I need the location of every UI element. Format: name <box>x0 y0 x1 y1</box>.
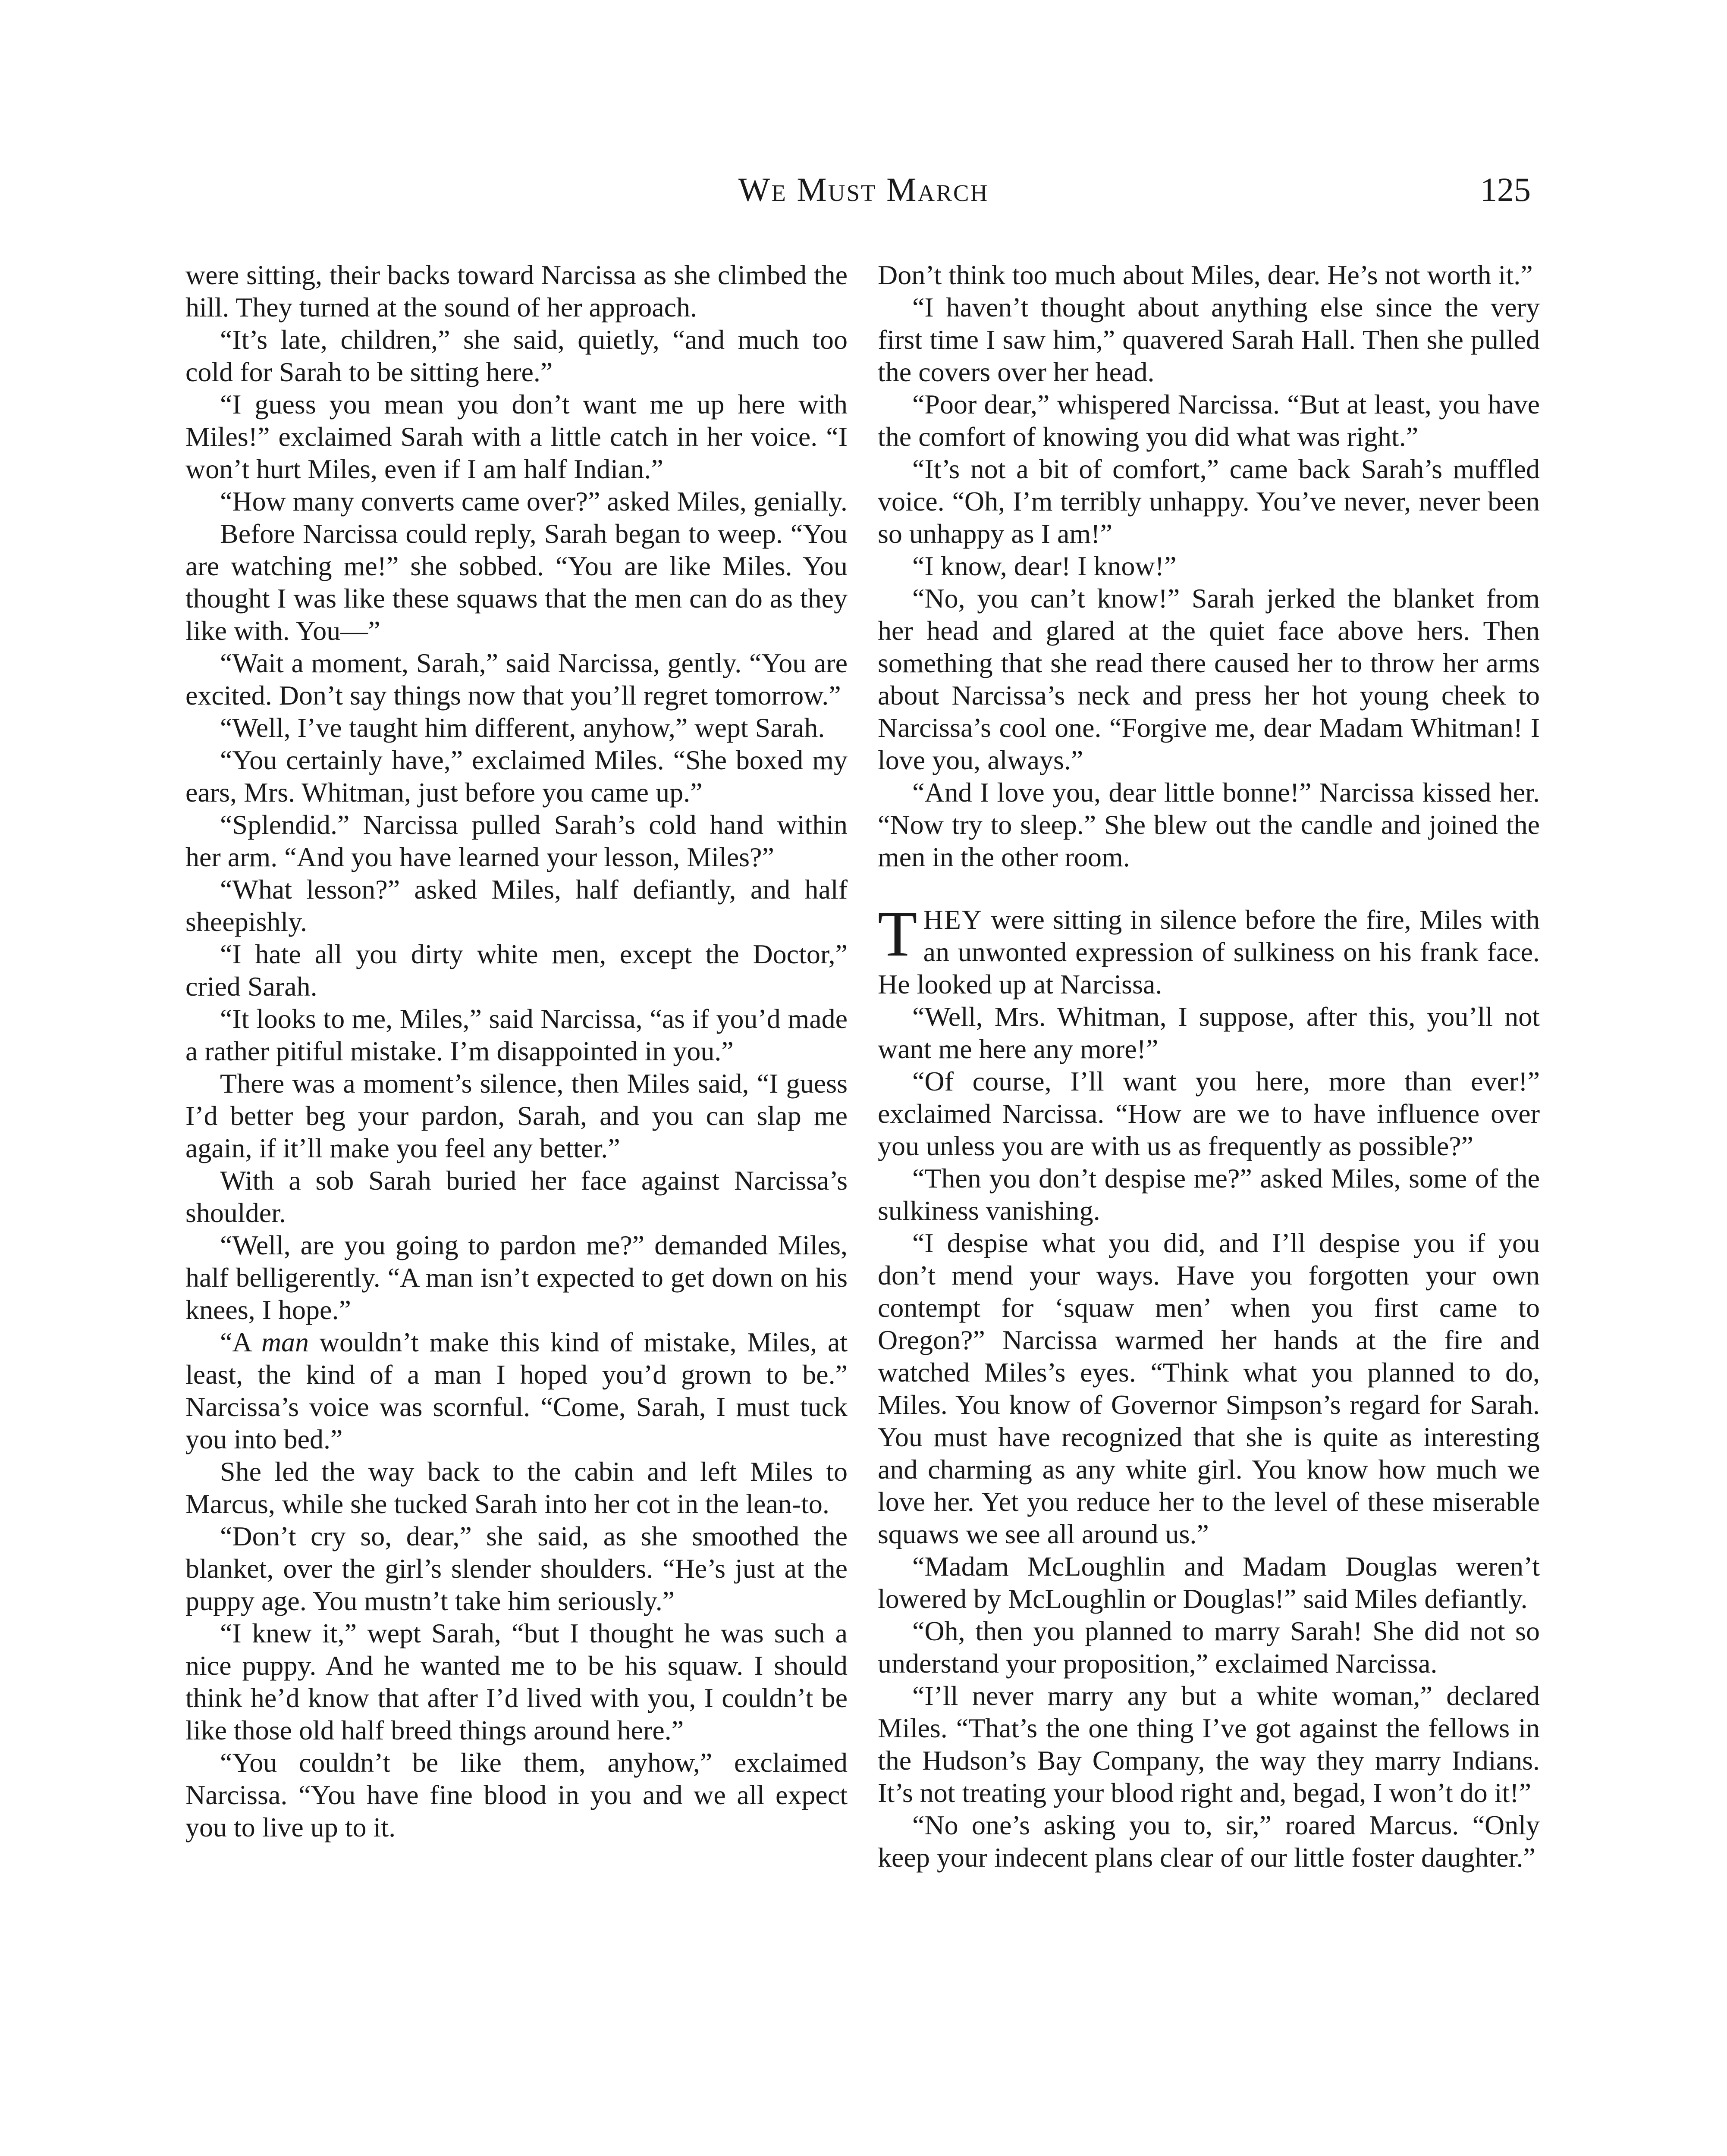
paragraph: “No, you can’t know!” Sarah jerked the blanket from her head and glared at the quiet face above hers. Then something that she read there caused her to throw her arms about Narcissa’s neck and press her hot young cheek to Narcissa’s cool one. “Forgive me, dear Madam Whitman! I love you, always.” <box>878 583 1540 775</box>
paragraph: “Well, Mrs. Whitman, I suppose, after this, you’ll not want me here any more!” <box>878 1001 1540 1064</box>
paragraph-emphasis <box>185 1326 848 1455</box>
paragraph: were sitting, their backs toward Narcissa as she climbed the hill. They turned at the sound of her approach. <box>185 260 848 323</box>
paragraph: “I guess you mean you don’t want me up here with Miles!” exclaimed Sarah with a little catch in her voice. “I won’t hurt Miles, even if I am half Indian.” <box>185 389 848 484</box>
paragraph: Don’t think too much about Miles, dear. He’s not worth it.” <box>878 260 1533 290</box>
paragraph: “What lesson?” asked Miles, half defiantly, and half sheepishly. <box>185 874 848 937</box>
paragraph: “And I love you, dear little bonne!” Narcissa kissed her. “Now try to sleep.” She blew out the candle and joined the men in the other room. <box>878 777 1540 872</box>
paragraph: “Then you don’t despise me?” asked Miles, some of the sulkiness vanishing. <box>878 1163 1540 1226</box>
paragraph: “I hate all you dirty white men, except the Doctor,” cried Sarah. <box>185 939 848 1002</box>
paragraph: Before Narcissa could reply, Sarah began to weep. “You are watching me!” she sobbed. “You are like Miles. You thought I was like these squaws that the men can do as they like with. You—” <box>185 518 848 646</box>
paragraph: “Of course, I’ll want you here, more than ever!” exclaimed Narcissa. “How are we to have influence over you unless you are with us as frequently as possible?” <box>878 1066 1540 1161</box>
paragraph: “I’ll never marry any but a white woman,” declared Miles. “That’s the one thing I’ve got against the fellows in the Hudson’s Bay Company, the way they marry Indians. It’s not treating your blood right and, begad, I won’t do it!” <box>878 1680 1540 1808</box>
paragraph: “I despise what you did, and I’ll despise you if you don’t mend your ways. Have you forgotten your own contempt for ‘squaw men’ when you first came to Oregon?” Narcissa warmed her hands at the fire and watched Miles’s eyes. “Think what you planned to do, Miles. You know of Governor Simpson’s regard for Sarah. You must have recognized that she is quite as interesting and charming as any white girl. You know how much we love her. Yet you reduce her to the level of these miserable squaws we see all around us.” <box>878 1228 1540 1549</box>
paragraph: With a sob Sarah buried her face against Narcissa’s shoulder. <box>185 1165 848 1228</box>
right-column <box>878 259 1540 1874</box>
paragraph: “Don’t cry so, dear,” she said, as she smoothed the blanket, over the girl’s slender shoulders. “He’s just at the puppy age. You mustn’t take him seriously.” <box>185 1521 848 1616</box>
paragraph: “Poor dear,” whispered Narcissa. “But at least, you have the comfort of knowing you did what was right.” <box>878 389 1540 452</box>
paragraph: “You certainly have,” exclaimed Miles. “She boxed my ears, Mrs. Whitman, just before you came up.” <box>185 745 848 808</box>
paragraph: “You couldn’t be like them, anyhow,” exclaimed Narcissa. “You have fine blood in you and we all expect you to live up to it. <box>185 1747 848 1843</box>
running-head: We Must March <box>738 171 989 208</box>
paragraph: “I know, dear! I know!” <box>912 551 1177 581</box>
page-header <box>0 170 1727 218</box>
paragraph: “It looks to me, Miles,” said Narcissa, “as if you’d made a rather pitiful mistake. I’m disappointed in you.” <box>185 1003 848 1066</box>
paragraph: “I knew it,” wept Sarah, “but I thought he was such a nice puppy. And he wanted me to be his squaw. I should think he’d know that after I’d lived with you, I couldn’t be like those old half breed things around here.” <box>185 1618 848 1745</box>
paragraph: She led the way back to the cabin and left Miles to Marcus, while she tucked Sarah into her cot in the lean-to. <box>185 1456 848 1519</box>
paragraph: “It’s not a bit of comfort,” came back Sarah’s muffled voice. “Oh, I’m terribly unhappy. You’ve never, never been so unhappy as I am!” <box>878 454 1540 549</box>
paragraph: “Well, are you going to pardon me?” demanded Miles, half belligerently. “A man isn’t expected to get down on his knees, I hope.” <box>185 1230 848 1325</box>
paragraph: “I haven’t thought about anything else since the very first time I saw him,” quavered Sarah Hall. Then she pulled the covers over her head. <box>878 292 1540 387</box>
paragraph: “Oh, then you planned to marry Sarah! She did not so understand your proposition,” exclaimed Narcissa. <box>878 1616 1540 1679</box>
paragraph: “How many converts came over?” asked Miles, genially. <box>220 486 848 517</box>
text-run: “A <box>220 1327 261 1357</box>
page-number: 125 <box>1480 171 1531 208</box>
text-run: wouldn’t make this kind of mistake, Miles, at least, the kind of a man I hoped you’d grown to be.” Narcissa’s voice was scornful. “Come, Sarah, I must tuck you into bed.” <box>185 1327 848 1454</box>
left-column <box>185 259 848 1843</box>
paragraph: “Well, I’ve taught him different, anyhow,” wept Sarah. <box>220 712 825 743</box>
paragraph: “Splendid.” Narcissa pulled Sarah’s cold hand within her arm. “And you have learned your lesson, Miles?” <box>185 809 848 872</box>
text-run: were sitting in silence before the fire, Miles with an unwonted expression of sulkiness on his frank face. He looked up at Narcissa. <box>878 904 1540 1000</box>
paragraph: “It’s late, children,” she said, quietly, “and much too cold for Sarah to be sitting here.” <box>185 324 848 387</box>
paragraph: “Wait a moment, Sarah,” said Narcissa, gently. “You are excited. Don’t say things now that you’ll regret tomorrow.” <box>185 648 848 711</box>
paragraph: There was a moment’s silence, then Miles said, “I guess I’d better beg your pardon, Sarah, and you can slap me again, if it’ll make you feel any better.” <box>185 1068 848 1163</box>
paragraph: “Madam McLoughlin and Madam Douglas weren’t lowered by McLoughlin or Douglas!” said Miles defiantly. <box>878 1551 1540 1614</box>
emphasis-word: man <box>261 1327 309 1357</box>
drop-cap: T <box>878 898 917 970</box>
section-opening-paragraph <box>878 898 1540 1000</box>
lead-in-word: HEY <box>923 904 983 935</box>
paragraph: “No one’s asking you to, sir,” roared Marcus. “Only keep your indecent plans clear of our little foster daughter.” <box>878 1810 1540 1873</box>
